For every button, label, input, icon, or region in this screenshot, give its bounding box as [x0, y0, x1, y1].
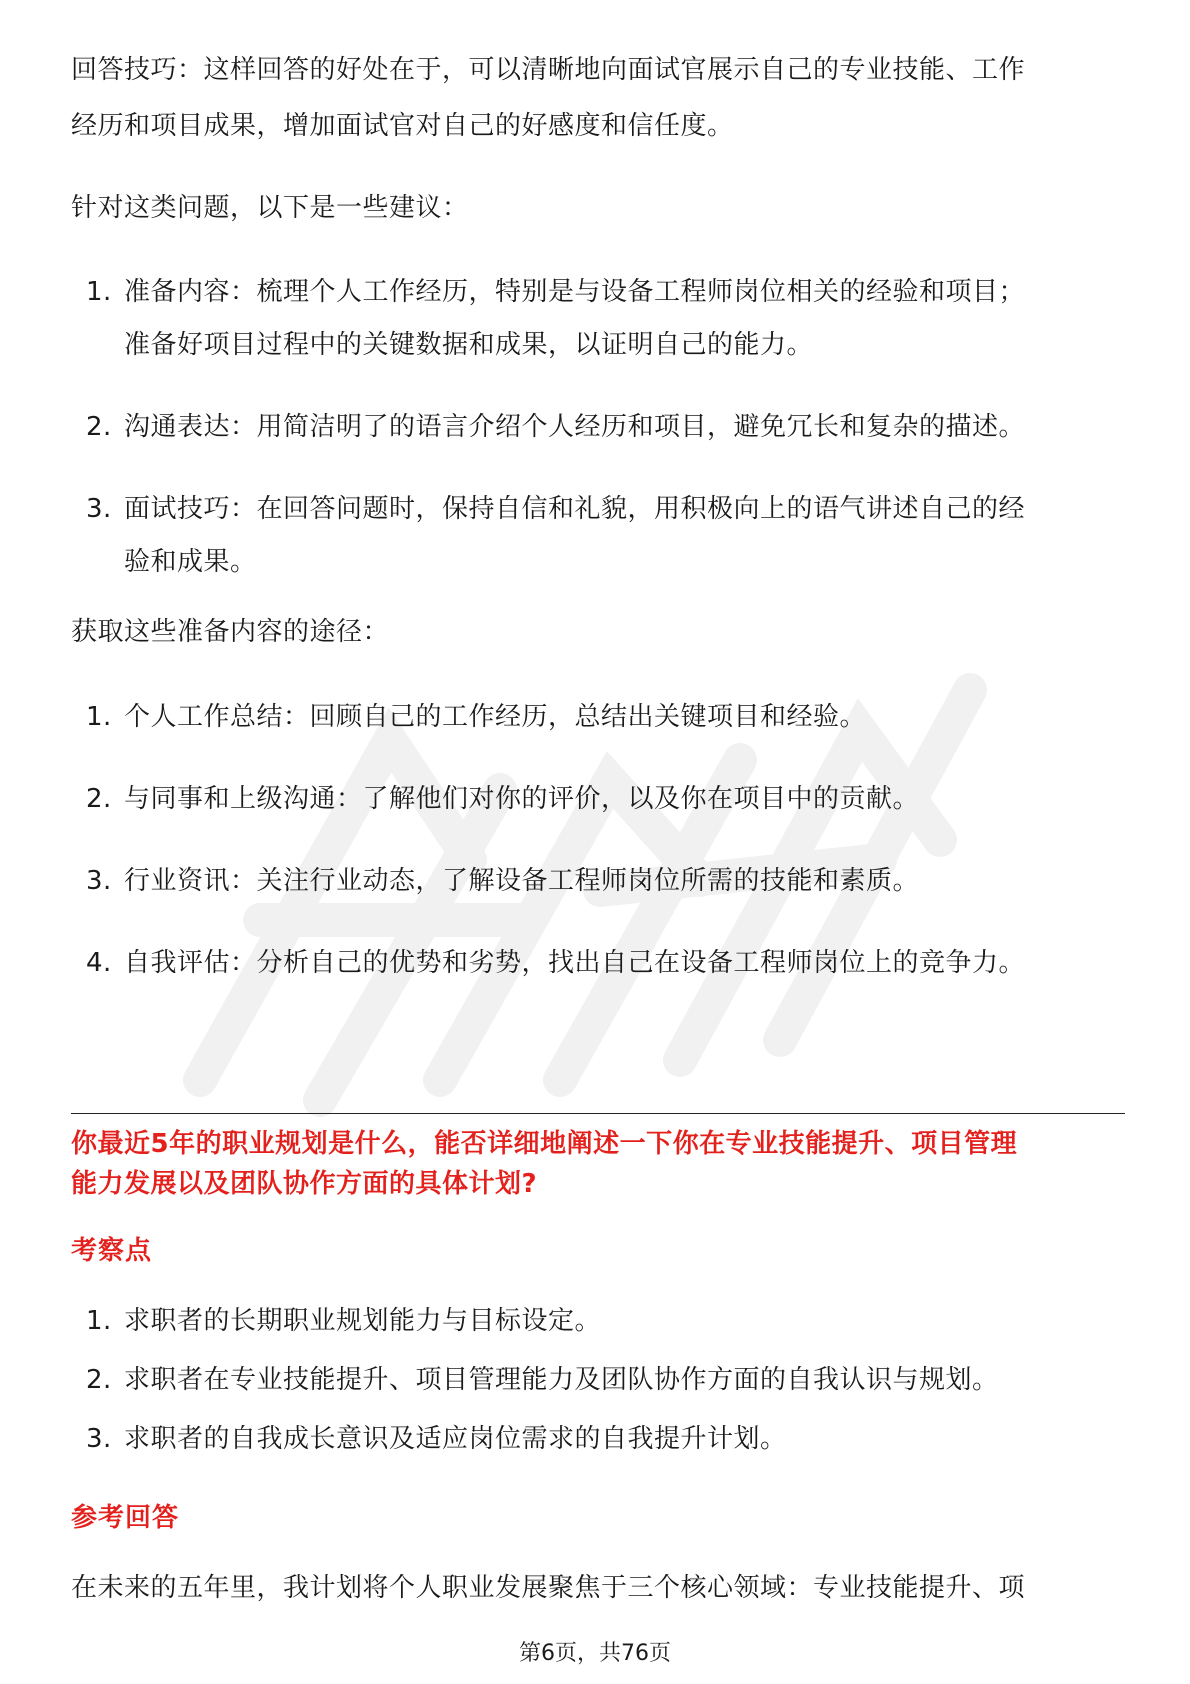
list-item-text: 求职者在专业技能提升、项目管理能力及团队协作方面的自我认识与规划。 — [124, 1365, 999, 1395]
list-item — [0, 1300, 1190, 1359]
list-item-number: 1. — [86, 277, 112, 307]
suggestions-list — [0, 266, 1190, 589]
section-divider — [71, 1113, 1125, 1114]
list-item — [0, 936, 1190, 990]
list-item-number: 3. — [86, 866, 112, 896]
answer-tip-paragraph — [71, 42, 1131, 154]
assessment-list — [0, 1300, 1190, 1460]
list-item — [0, 1418, 1190, 1460]
reference-answer-text: 在未来的五年里，我计划将个人职业发展聚焦于三个核心领域：专业技能提升、项 — [71, 1573, 1026, 1603]
list-item-text: 面试技巧：在回答问题时，保持自信和礼貌，用积极向上的语气讲述自己的经 — [124, 494, 1026, 524]
list-item-text: 自我评估：分析自己的优势和劣势，找出自己在设备工程师岗位上的竞争力。 — [124, 948, 1026, 978]
list-item-text: 行业资讯：关注行业动态，了解设备工程师岗位所需的技能和素质。 — [124, 866, 920, 896]
list-item — [0, 690, 1190, 772]
list-item-continuation — [0, 536, 1190, 589]
question-line-2: 能力发展以及团队协作方面的具体计划? — [71, 1169, 538, 1199]
list-item-text: 求职者的自我成长意识及适应岗位需求的自我提升计划。 — [124, 1424, 787, 1454]
list-item — [0, 1359, 1190, 1418]
list-item-text: 求职者的长期职业规划能力与目标设定。 — [124, 1306, 602, 1336]
sources-heading: 获取这些准备内容的途径： — [71, 617, 390, 647]
list-item-number: 1. — [86, 702, 112, 732]
list-item-continuation — [0, 319, 1190, 401]
list-item-number: 2. — [86, 1365, 112, 1395]
interview-question — [71, 1124, 1131, 1204]
list-item-number: 4. — [86, 948, 112, 978]
list-item-number: 2. — [86, 784, 112, 814]
list-item-text: 准备内容：梳理个人工作经历，特别是与设备工程师岗位相关的经验和项目； — [124, 277, 1026, 307]
page-number: 第6页，共76页 — [519, 1641, 671, 1666]
list-item-number: 1. — [86, 1306, 112, 1336]
list-item-number: 3. — [86, 494, 112, 524]
list-item-number: 3. — [86, 1424, 112, 1454]
list-item — [0, 483, 1190, 536]
question-line-1: 你最近5年的职业规划是什么，能否详细地阐述一下你在专业技能提升、项目管理 — [71, 1129, 1018, 1159]
list-item — [0, 854, 1190, 936]
assessment-heading: 考察点 — [71, 1236, 153, 1266]
sources-list — [0, 690, 1190, 990]
list-item-text: 与同事和上级沟通：了解他们对你的评价，以及你在项目中的贡献。 — [124, 784, 920, 814]
answer-tip-line-1: 回答技巧：这样回答的好处在于，可以清晰地向面试官展示自己的专业技能、工作 — [71, 55, 1026, 85]
list-item-text: 个人工作总结：回顾自己的工作经历，总结出关键项目和经验。 — [124, 702, 867, 732]
list-item — [0, 772, 1190, 854]
list-item — [0, 401, 1190, 483]
reference-answer-heading: 参考回答 — [71, 1503, 180, 1533]
list-item-text: 验和成果。 — [124, 547, 257, 577]
list-item — [0, 266, 1190, 319]
answer-tip-line-2: 经历和项目成果，增加面试官对自己的好感度和信任度。 — [71, 111, 734, 141]
list-item-text: 沟通表达：用简洁明了的语言介绍个人经历和项目，避免冗长和复杂的描述。 — [124, 412, 1026, 442]
list-item-number: 2. — [86, 412, 112, 442]
suggestions-heading: 针对这类问题，以下是一些建议： — [71, 193, 469, 223]
list-item-text: 准备好项目过程中的关键数据和成果，以证明自己的能力。 — [124, 330, 814, 360]
